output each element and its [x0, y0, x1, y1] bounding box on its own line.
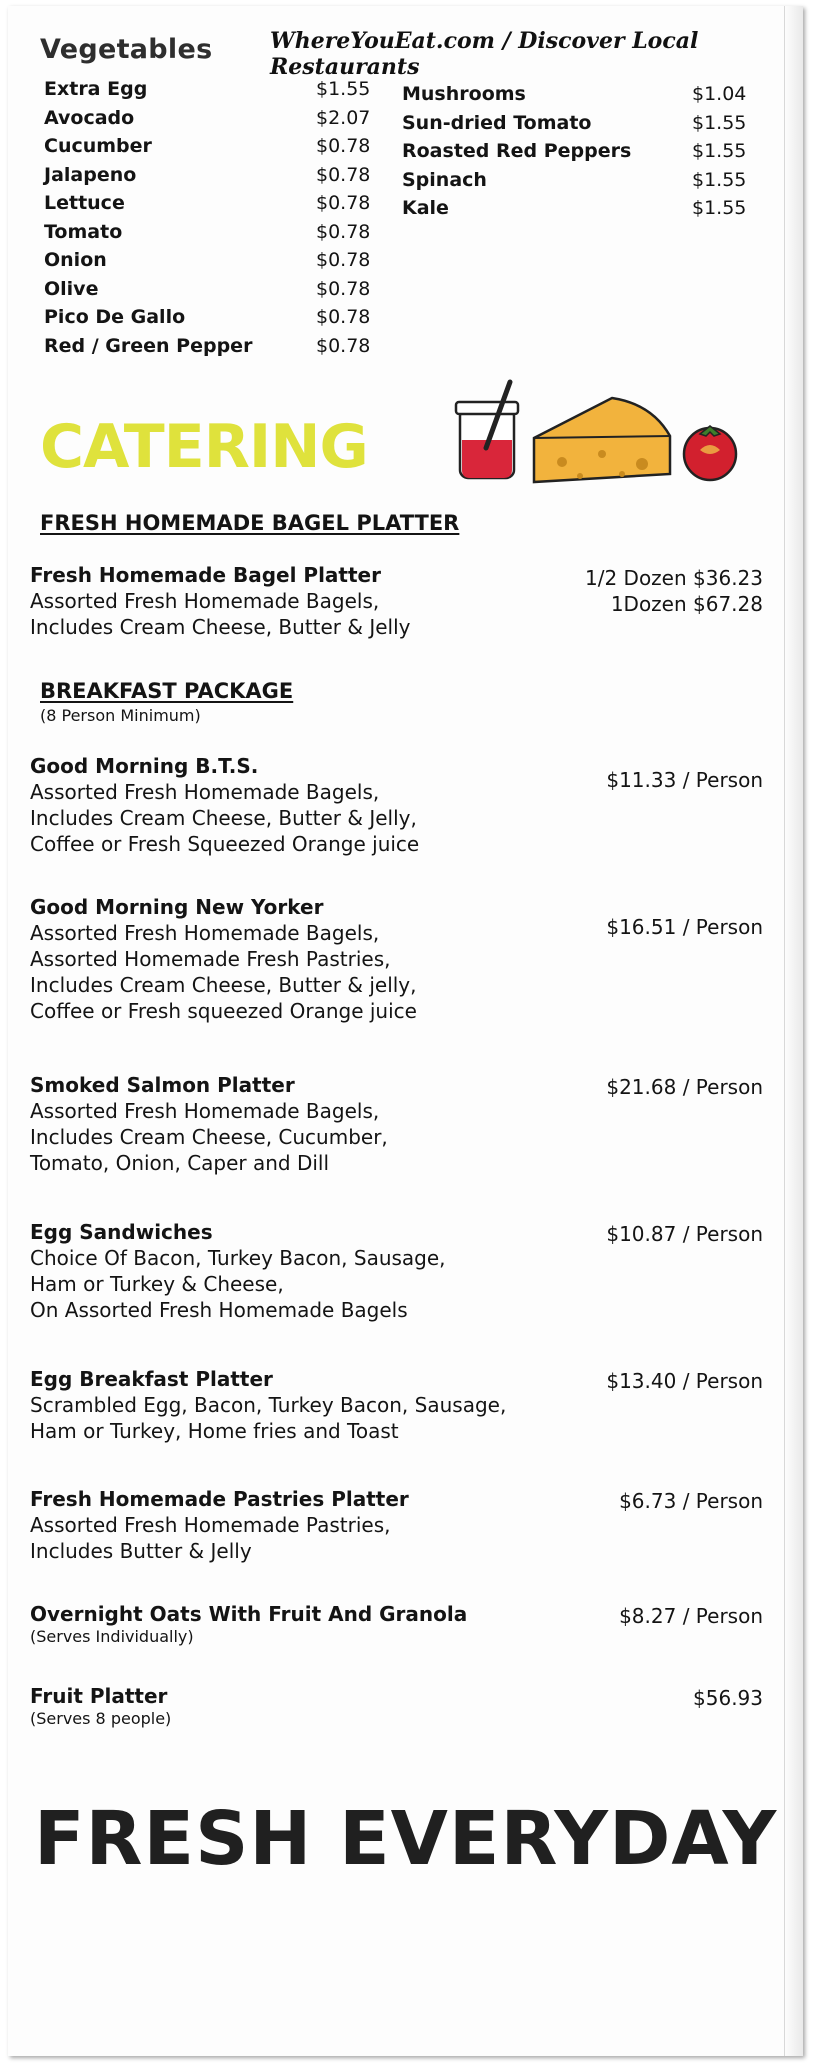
- item-price: $56.93: [693, 1686, 763, 1710]
- item-desc: Tomato, Onion, Caper and Dill: [30, 1151, 330, 1175]
- jelly-jar-icon: [456, 382, 518, 478]
- list-item: [44, 164, 374, 193]
- list-item: [402, 169, 747, 198]
- list-item: [402, 197, 747, 226]
- item-price: $0.78: [316, 135, 371, 157]
- menu-item-fruit-platter: [30, 1683, 763, 1729]
- item-price: $11.33 / Person: [606, 768, 763, 792]
- fresh-everyday-banner: FRESH EVERYDAY: [34, 1796, 778, 1882]
- item-price: $0.78: [316, 192, 371, 214]
- list-item: [402, 83, 747, 112]
- item-desc: Ham or Turkey, Home fries and Toast: [30, 1419, 399, 1443]
- item-desc: On Assorted Fresh Homemade Bagels: [30, 1298, 408, 1322]
- item-price: $8.27 / Person: [619, 1604, 763, 1628]
- list-item: [44, 335, 374, 364]
- list-item: [402, 140, 747, 169]
- menu-item-egg-sandwiches: [30, 1219, 763, 1323]
- item-price: $0.78: [316, 306, 371, 328]
- menu-item-good-morning-new-yorker: [30, 894, 763, 1024]
- item-name: Red / Green Pepper: [44, 334, 253, 357]
- item-price: $1.04: [692, 83, 747, 105]
- item-name: Extra Egg: [44, 78, 148, 100]
- list-item: [44, 249, 374, 278]
- item-price: $10.87 / Person: [606, 1222, 763, 1246]
- item-name: Fresh Homemade Bagel Platter: [30, 563, 381, 587]
- item-desc: Includes Cream Cheese, Butter & jelly,: [30, 973, 417, 997]
- tomato-icon: [684, 426, 736, 480]
- item-name: Good Morning B.T.S.: [30, 754, 259, 778]
- list-item: [44, 107, 374, 136]
- menu-item-pastries-platter: [30, 1486, 763, 1564]
- item-price: $0.78: [316, 163, 371, 186]
- item-note: (Serves Individually): [30, 1627, 194, 1646]
- item-price: $1.55: [692, 111, 747, 134]
- item-desc: Includes Cream Cheese, Butter & Jelly: [30, 615, 411, 639]
- item-price: $0.78: [316, 277, 371, 300]
- item-name: Mushrooms: [402, 83, 526, 105]
- bagel-platter-item: [30, 562, 763, 640]
- item-name: Fresh Homemade Pastries Platter: [30, 1487, 409, 1511]
- item-desc: Scrambled Egg, Bacon, Turkey Bacon, Sausage,: [30, 1393, 507, 1417]
- list-item: [44, 78, 374, 107]
- item-desc: Assorted Fresh Homemade Bagels,: [30, 921, 380, 945]
- food-illustration: [452, 378, 752, 488]
- item-name: Fruit Platter: [30, 1684, 168, 1708]
- item-desc: Includes Cream Cheese, Butter & Jelly,: [30, 806, 417, 830]
- item-desc: Coffee or Fresh Squeezed Orange juice: [30, 832, 420, 856]
- item-note: (Serves 8 people): [30, 1709, 172, 1728]
- item-price: $1.55: [692, 140, 747, 162]
- item-name: Onion: [44, 249, 107, 271]
- item-price: $0.78: [316, 334, 371, 357]
- item-name: Pico De Gallo: [44, 306, 186, 328]
- list-item: [44, 135, 374, 164]
- item-price: $6.73 / Person: [619, 1489, 763, 1513]
- site-watermark: WhereYouEat.com / Discover Local Restaurants: [270, 28, 699, 80]
- breakfast-package-note: (8 Person Minimum): [40, 706, 201, 725]
- item-name: Smoked Salmon Platter: [30, 1073, 295, 1097]
- item-price: $1.55: [316, 78, 371, 100]
- item-name: Lettuce: [44, 192, 125, 214]
- item-price: $0.78: [316, 249, 371, 271]
- list-item: [44, 306, 374, 335]
- menu-item-smoked-salmon-platter: [30, 1072, 763, 1176]
- item-name: Tomato: [44, 220, 123, 243]
- menu-page: [8, 6, 803, 2056]
- item-price: $13.40 / Person: [606, 1369, 763, 1393]
- item-price: $21.68 / Person: [606, 1075, 763, 1099]
- breakfast-package-heading: BREAKFAST PACKAGE: [40, 679, 294, 703]
- item-name: Kale: [402, 197, 449, 219]
- item-desc: Coffee or Fresh squeezed Orange juice: [30, 999, 417, 1023]
- item-price: $16.51 / Person: [606, 915, 763, 939]
- item-desc: Assorted Fresh Homemade Pastries,: [30, 1513, 391, 1537]
- item-price: $1.55: [692, 168, 747, 191]
- catering-title: CATERING: [40, 412, 368, 482]
- vegetables-column-2: [402, 83, 747, 226]
- vegetables-title: Vegetables: [40, 34, 213, 65]
- item-name: Cucumber: [44, 135, 152, 157]
- item-name: Roasted Red Peppers: [402, 140, 632, 162]
- item-desc: Choice Of Bacon, Turkey Bacon, Sausage,: [30, 1246, 446, 1270]
- item-desc: Includes Butter & Jelly: [30, 1539, 252, 1563]
- item-desc: Assorted Homemade Fresh Pastries,: [30, 947, 391, 971]
- item-name: Spinach: [402, 168, 487, 191]
- list-item: [402, 112, 747, 141]
- item-desc: Assorted Fresh Homemade Bagels,: [30, 1099, 380, 1123]
- menu-item-egg-breakfast-platter: [30, 1366, 763, 1444]
- item-desc: Assorted Fresh Homemade Bagels,: [30, 589, 380, 613]
- list-item: [44, 221, 374, 250]
- item-price: $2.07: [316, 106, 371, 129]
- cheese-wedge-icon: [534, 398, 670, 482]
- price-dozen: 1Dozen $67.28: [610, 592, 763, 616]
- list-item: [44, 192, 374, 221]
- item-name: Good Morning New Yorker: [30, 895, 324, 919]
- list-item: [44, 278, 374, 307]
- item-name: Sun-dried Tomato: [402, 111, 592, 134]
- item-name: Jalapeno: [44, 163, 137, 186]
- item-price: $1.55: [692, 197, 747, 219]
- item-price: $0.78: [316, 220, 371, 243]
- item-name: Overnight Oats With Fruit And Granola: [30, 1602, 468, 1626]
- item-desc: Ham or Turkey & Cheese,: [30, 1272, 284, 1296]
- item-name: Egg Sandwiches: [30, 1220, 213, 1244]
- menu-item-good-morning-bts: [30, 753, 763, 857]
- page-edge: [784, 6, 803, 2056]
- bagel-platter-heading: FRESH HOMEMADE BAGEL PLATTER: [40, 511, 460, 535]
- item-name: Avocado: [44, 106, 135, 129]
- price-half-dozen: 1/2 Dozen $36.23: [585, 566, 763, 590]
- item-name: Egg Breakfast Platter: [30, 1367, 273, 1391]
- item-desc: Assorted Fresh Homemade Bagels,: [30, 780, 380, 804]
- item-desc: Includes Cream Cheese, Cucumber,: [30, 1125, 388, 1149]
- menu-item-overnight-oats: [30, 1601, 763, 1647]
- vegetables-column-1: [44, 78, 374, 363]
- item-name: Olive: [44, 277, 99, 300]
